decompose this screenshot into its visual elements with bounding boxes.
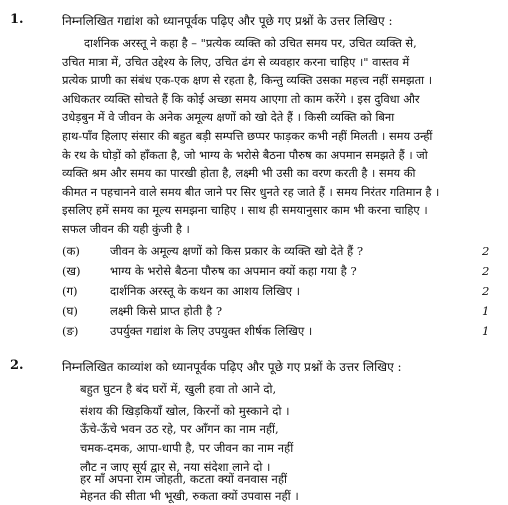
sub-question-label: (घ) <box>62 304 78 318</box>
sub-question <box>62 244 492 263</box>
question-heading: निम्नलिखित गद्यांश को ध्यानपूर्वक पढ़िए और पूछे गए प्रश्नों के उत्तर लिखिए : <box>62 14 393 28</box>
sub-question-text: जीवन के अमूल्य क्षणों को किस प्रकार के व्यक्ति खो देते हैं ? <box>110 244 364 258</box>
poem-line: चमक-दमक, आपा-धापी है, पर जीवन का नाम नहीं <box>80 441 294 455</box>
sub-question-text: उपर्युक्त गद्यांश के लिए उपयुक्त शीर्षक लिखिए । <box>110 324 313 338</box>
sub-question-text: लक्ष्मी किसे प्राप्त होती है ? <box>110 304 223 318</box>
poem-line: हर माँ अपना राम जोहती, कटता क्यों वनवास नहीं <box>80 472 287 486</box>
sub-question-label: (ग) <box>62 284 78 298</box>
poem-line: ऊँचे-ऊँचे भवन उठ रहे, पर आँगन का नाम नहीं, <box>80 422 279 436</box>
sub-question <box>62 304 492 323</box>
passage-line: अधिकतर व्यक्ति सोचते हैं कि कोई अच्छा समय आएगा तो काम करेंगे । इस दुविधा और <box>62 91 420 106</box>
sub-question-label: (क) <box>62 244 80 258</box>
passage-line: दार्शनिक अरस्तू ने कहा है – "प्रत्येक व्यक्ति को उचित समय पर, उचित व्यक्ति से, <box>84 36 417 50</box>
sub-question-label: (ख) <box>62 264 81 278</box>
question-number: 1. <box>10 12 24 27</box>
sub-question-text: दार्शनिक अरस्तू के कथन का आशय लिखिए । <box>110 284 301 298</box>
passage-line: के रथ के घोड़ों को हाँकता है, जो भाग्य के भरोसे बैठना पौरुष का अपमान समझते हैं । जो <box>62 147 428 162</box>
marks: 2 <box>482 244 490 258</box>
sub-question <box>62 264 492 283</box>
question-number: 2. <box>10 358 24 373</box>
passage-line: इसलिए हमें समय का मूल्य समझना चाहिए । साथ ही समयानुसार काम भी करना चाहिए । <box>62 203 428 218</box>
poem-line: बहुत घुटन है बंद घरों में, खुली हवा तो आने दो, <box>80 382 277 396</box>
passage-line: सफल जीवन की यही कुंजी है । <box>62 221 190 236</box>
poem-stanza <box>80 378 290 422</box>
passage-line: व्यक्ति श्रम और समय का पारखी होता है, लक्ष्मी भी उसी का वरण करती है । समय की <box>62 166 416 181</box>
sub-question <box>62 284 492 303</box>
passage-line: उचित मात्रा में, उचित उद्देश्य के लिए, उचित ढंग से व्यवहार करना चाहिए ।" वास्तव में <box>62 54 410 69</box>
marks: 1 <box>482 324 490 338</box>
passage <box>62 34 472 239</box>
sub-question-label: (ङ) <box>62 324 79 338</box>
poem-line: संशय की खिड़कियाँ खोल, किरनों को मुस्काने दो । <box>80 404 290 418</box>
poem-line: लौट न जाए सूर्य द्वार से, नया संदेशा लाने दो । <box>80 460 271 474</box>
question-heading: निम्नलिखित काव्यांश को ध्यानपूर्वक पढ़िए और पूछे गए प्रश्नों के उत्तर लिखिए : <box>62 360 402 374</box>
poem-stanza <box>80 420 293 477</box>
sub-question-text: भाग्य के भरोसे बैठना पौरुष का अपमान क्यों कहा गया है ? <box>110 264 357 278</box>
poem-line: मेहनत की सीता भी भूखी, रुकता क्यों उपवास नहीं । <box>80 489 299 503</box>
poem-stanza <box>80 471 299 505</box>
passage-line: प्रत्येक प्राणी का संबंध एक-एक क्षण से रहता है, किन्तु व्यक्ति उसका महत्त्व नहीं समझता । <box>62 73 433 88</box>
passage-line: कीमत न पहचानने वाले समय बीत जाने पर सिर धुनते रह जाते हैं । समय निरंतर गतिमान है । <box>62 184 440 199</box>
sub-question <box>62 324 492 343</box>
marks: 1 <box>482 304 490 318</box>
passage-line: हाथ-पाँव हिलाए संसार की बहुत बड़ी सम्पत्ति छप्पर फाड़कर कभी नहीं मिलती । समय उन्हीं <box>62 128 433 143</box>
marks: 2 <box>482 284 490 298</box>
marks: 2 <box>482 264 490 278</box>
passage-line: उधेड़बुन में वे जीवन के अनेक अमूल्य क्षणों को खो देते हैं । किसी व्यक्ति को बिना <box>62 110 395 125</box>
